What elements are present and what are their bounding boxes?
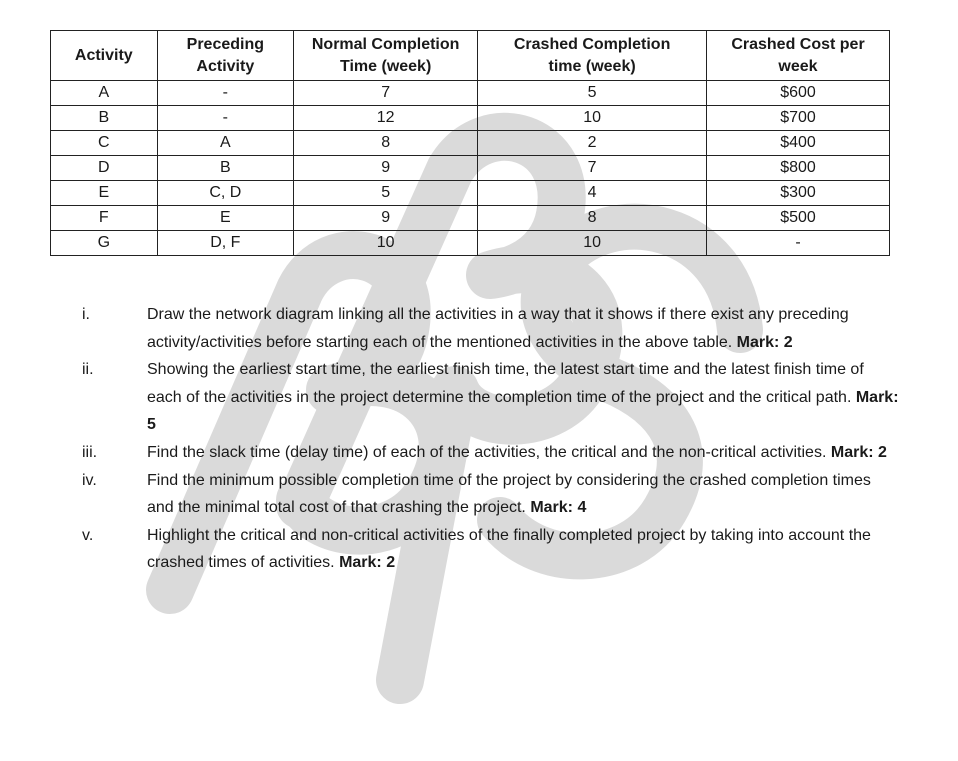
cell-activity: D bbox=[51, 156, 158, 181]
header-line: Normal Completion bbox=[311, 36, 460, 53]
cell-crashed-time: 8 bbox=[478, 206, 707, 231]
table-row bbox=[51, 181, 890, 206]
table-row bbox=[51, 156, 890, 181]
question-number: iv. bbox=[82, 471, 97, 489]
cell-crashed-cost: - bbox=[707, 231, 890, 256]
cell-normal-time: 7 bbox=[294, 81, 478, 106]
question-number: i. bbox=[82, 306, 90, 323]
activity-table bbox=[50, 30, 890, 256]
cell-normal-time: 9 bbox=[294, 206, 478, 231]
question-mark: Mark: 2 bbox=[736, 333, 793, 351]
question-text: Find the slack time (delay time) of each of the activities, the critical and the non-critical activities. bbox=[147, 443, 827, 461]
question-text: Highlight the critical and non-critical activities of the finally completed project by taking into account the crashed times of activities. bbox=[147, 526, 871, 572]
header-line: time (week) bbox=[548, 58, 636, 75]
cell-activity: B bbox=[51, 106, 158, 131]
cell-normal-time: 12 bbox=[294, 106, 478, 131]
question-mark: Mark: 2 bbox=[830, 443, 887, 461]
cell-activity: F bbox=[51, 206, 158, 231]
question-number: ii. bbox=[82, 361, 94, 379]
cell-crashed-time: 2 bbox=[478, 131, 707, 156]
cell-preceding: - bbox=[157, 81, 293, 106]
question-number: iii. bbox=[82, 443, 98, 461]
cell-normal-time: 9 bbox=[294, 156, 478, 181]
cell-activity: G bbox=[51, 231, 158, 256]
question-body bbox=[147, 467, 902, 522]
question-item bbox=[82, 439, 902, 467]
question-number: v. bbox=[82, 526, 94, 544]
question-mark: Mark: 2 bbox=[339, 554, 396, 572]
question-item bbox=[82, 467, 902, 522]
cell-preceding: - bbox=[157, 106, 293, 131]
question-body bbox=[147, 439, 902, 467]
table-row bbox=[51, 106, 890, 131]
header-line: Activity bbox=[74, 47, 133, 64]
cell-crashed-cost: $500 bbox=[707, 206, 890, 231]
table-row bbox=[51, 206, 890, 231]
cell-crashed-cost: $800 bbox=[707, 156, 890, 181]
cell-crashed-time: 5 bbox=[478, 81, 707, 106]
cell-crashed-cost: $600 bbox=[707, 81, 890, 106]
header-line: Crashed Completion bbox=[513, 36, 671, 53]
cell-normal-time: 5 bbox=[294, 181, 478, 206]
cell-crashed-time: 10 bbox=[478, 106, 707, 131]
header-normal-completion bbox=[294, 31, 478, 81]
cell-activity: C bbox=[51, 131, 158, 156]
cell-normal-time: 10 bbox=[294, 231, 478, 256]
header-line: Crashed Cost per bbox=[731, 36, 865, 53]
header-preceding-activity bbox=[157, 31, 293, 81]
cell-normal-time: 8 bbox=[294, 131, 478, 156]
cell-crashed-time: 10 bbox=[478, 231, 707, 256]
question-item bbox=[82, 356, 902, 439]
question-item bbox=[82, 522, 902, 577]
header-line: week bbox=[778, 58, 818, 75]
question-text: Showing the earliest start time, the earliest finish time, the latest start time and the latest finish time of each of the activities in the project determine the completion time of the project and the critical path. bbox=[147, 361, 864, 406]
cell-preceding: D, F bbox=[157, 231, 293, 256]
question-item bbox=[82, 301, 902, 356]
question-body bbox=[147, 356, 902, 439]
header-line: Preceding bbox=[186, 36, 264, 53]
cell-preceding: A bbox=[157, 131, 293, 156]
table-row bbox=[51, 81, 890, 106]
question-text: Draw the network diagram linking all the activities in a way that it shows if there exist any preceding activity/activities before starting each of the mentioned activities in the above table. bbox=[147, 306, 849, 351]
table-row bbox=[51, 231, 890, 256]
cell-preceding: E bbox=[157, 206, 293, 231]
question-mark: Mark: 4 bbox=[530, 499, 587, 517]
table-header-row bbox=[51, 31, 890, 81]
cell-preceding: C, D bbox=[157, 181, 293, 206]
cell-crashed-cost: $700 bbox=[707, 106, 890, 131]
header-activity bbox=[51, 31, 158, 81]
question-text: Find the minimum possible completion time of the project by considering the crashed completion times and the minimal total cost of that crashing the project. bbox=[147, 471, 871, 517]
header-line: Activity bbox=[196, 58, 255, 75]
header-line: Time (week) bbox=[339, 58, 432, 75]
header-crashed-cost bbox=[707, 31, 890, 81]
header-crashed-completion bbox=[478, 31, 707, 81]
cell-activity: E bbox=[51, 181, 158, 206]
table-row bbox=[51, 131, 890, 156]
question-list bbox=[82, 301, 902, 577]
question-body bbox=[147, 301, 902, 356]
question-mark: Mark: 5 bbox=[147, 388, 899, 434]
cell-preceding: B bbox=[157, 156, 293, 181]
cell-crashed-time: 4 bbox=[478, 181, 707, 206]
cell-crashed-cost: $300 bbox=[707, 181, 890, 206]
question-body bbox=[147, 522, 902, 577]
cell-crashed-cost: $400 bbox=[707, 131, 890, 156]
cell-activity: A bbox=[51, 81, 158, 106]
cell-crashed-time: 7 bbox=[478, 156, 707, 181]
